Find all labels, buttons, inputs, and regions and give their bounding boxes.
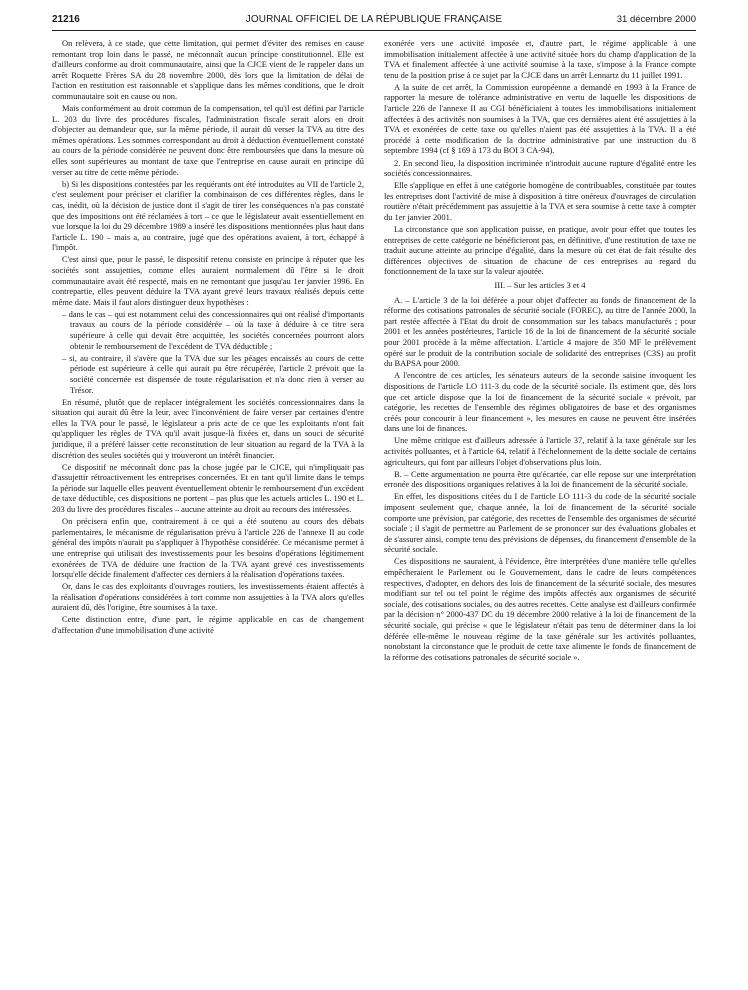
issue-date: 31 décembre 2000 [616,14,696,25]
journal-title: JOURNAL OFFICIEL DE LA RÉPUBLIQUE FRANÇAISE [245,14,503,25]
header-rule [52,30,696,31]
page-number: 21216 [52,14,80,25]
paragraph: C'est ainsi que, pour le passé, le dispositif retenu consiste en principe à réputer que les sociétés sont assujetties, comme elles auraient normalement dû l'être si le droit communautaire avait été respecté, mais en ne remontant que jusqu'au 1er janvier 1996. En contrepartie, elles peuvent déduire la TVA ayant grevé leurs travaux réalisés depuis cette même date. Mais il faut alors distinguer deux hypothèses : [52,254,364,307]
paragraph: A la suite de cet arrêt, la Commission européenne a demandé en 1993 à la France de rapporter la mesure de tolérance administrative en vertu de laquelle les dispositions de l'article 226 de l'annexe II au CGI bénéficiaient à toutes les immobilisations initialement affectées à des activités non soumises à la TVA, que ces dernières aient été assujetties à la TVA et exonérées de cette taxe ou qu'elles n'aient pas été assujetties à la TVA. Il a été procédé à cette modification de la doctrine administrative par une instruction du 8 septembre 1994 (cf § 169 à 173 du BOI 3 CA-94). [384,81,696,156]
paragraph: En effet, les dispositions citées du I de l'article LO 111-3 du code de la sécurité sociale imposent seulement que, chaque année, la loi de financement de la sécurité sociale comporte une prévision, par catégorie, des recettes de l'ensemble des organismes de sécurité sociale ; il s'agit de permettre au Parlement de se prononcer sur des évaluations globales et de s'assurer ainsi, compte tenu des prévisions de dépenses, du financement d'ensemble de la sécurité sociale. [384,491,696,555]
paragraph: Une même critique est d'ailleurs adressée à l'article 37, relatif à la taxe générale sur les activités polluantes, et à l'article 64, relatif à l'échelonnement de la dette sociale de certains agriculteurs, qui font par ailleurs l'objet d'observations plus loin. [384,435,696,467]
paragraph: exonérée vers une activité imposée et, d'autre part, le régime applicable à une immobilisation initialement affectée à une activité située hors du champ d'application de la TVA et finalement affectée à une activité soumise à la taxe, s'impose à la France compte tenu de la position prise à ce sujet par la CJCE dans un arrêt Lennartz du 11 juillet 1991. [384,38,696,80]
paragraph: b) Si les dispositions contestées par les requérants ont été introduites au VII de l'article 2, c'est seulement pour préciser et clarifier la combinaison de ces différentes règles, dans le cas, inédit, où la décision de justice dont il s'agit de tirer les conséquences n'a pas constaté que des impositions ont été réclamées à tort – ce que le législateur avait essentiellement en vue lorsque la loi du 29 décembre 1989 a inséré les dispositions mentionnées plus haut dans l'article L. 190 – mais a, au contraire, jugé que des opérations avaient, à tort, échappé à l'impôt. [52,178,364,253]
paragraph: Mais conformément au droit commun de la compensation, tel qu'il est défini par l'article L. 203 du livre des procédures fiscales, l'administration fiscale serait alors en droit d'objecter au demandeur que, sur la même période, il aurait dû verser la TVA au titre des mêmes opérations. Les sommes correspondant au droit à déduction éventuellement constaté au cours de la période considérée ne peuvent donc être remboursées que dans la mesure où elles sont supérieures au montant de taxe que l'entreprise en cause aurait en principe dû verser au titre de cette même période. [52,103,364,177]
paragraph: A. – L'article 3 de la loi déférée a pour objet d'affecter au fonds de financement de la réforme des cotisations patronales de sécurité sociale (FOREC), au titre de l'année 2000, la part restée affectée à l'Etat du droit de consommation sur les tabacs manufacturés ; pour 2001 et les années postérieures, l'article 16 de la loi de financement de la sécurité sociale pour 2001 procède à la même affectation. L'article 4 majore de 350 MF le prélèvement opéré sur le produit de la contribution sociale de solidarité des entreprises (C3S) au profit du BAPSA pour 2000. [384,294,696,369]
paragraph: On relèvera, à ce stade, que cette limitation, qui permet d'éviter des remises en cause remontant trop loin dans le passé, ne méconnaît aucun principe constitutionnel. Elle est d'ailleurs conforme au droit communautaire, ainsi que la CJCE vient de le rappeler dans un arrêt Roquette Frères SA du 28 novembre 2000, dès lors que la limitation de délai de l'action en restitution est raisonnable et s'applique dans les mêmes conditions, que le droit communautaire soit en cause ou non. [52,38,364,101]
right-column [384,38,696,664]
paragraph: 2. En second lieu, la disposition incriminée n'introduit aucune rupture d'égalité entre les sociétés concessionnaires. [384,157,696,179]
paragraph: B. – Cette argumentation ne pourra être qu'écartée, car elle repose sur une interprétation erronée des dispositions organiques relatives à la loi de financement de la sécurité sociale. [384,468,696,490]
left-column [52,38,364,637]
paragraph: Ces dispositions ne sauraient, à l'évidence, être interprétées d'une manière telle qu'elles empêcheraient le Parlement ou le Gouvernement, dans le cadre de leurs compétences respectives, d'adopter, en dehors des lois de financement de la sécurité sociale, des mesures modifiant sur tel ou tel point le régime des impôts affectés aux organismes de sécurité sociale, des cotisations sociales, ou des autres recettes. Cette analyse est d'ailleurs confirmée par la décision n° 2000-437 DC du 19 décembre 2000 relative à la loi de financement de la sécurité sociale, qui précise « que le législateur n'était pas tenu de déterminer dans la loi déférée elle-même le nouveau régime de la taxe générale sur les activités polluantes, nonobstant la circonstance que le produit de cette taxe alimente le fonds de financement de la réforme des cotisations patronales de sécurité sociale ». [384,556,696,662]
paragraph: Cette distinction entre, d'une part, le régime applicable en cas de changement d'affectation d'une immobilisation d'une activité [52,614,364,636]
paragraph: A l'encontre de ces articles, les sénateurs auteurs de la seconde saisine invoquent les dispositions de l'article LO 111-3 du code de la sécurité sociale. Ils estiment que, dès lors que cet article dispose que la loi de financement de la sécurité sociale « prévoit, par catégorie, les recettes de l'ensemble des régimes obligatoires de base et des organismes créés pour concourir à leur financement », les mesures en cause ne peuvent être insérées dans une loi de finances. [384,370,696,434]
paragraph: Or, dans le cas des exploitants d'ouvrages routiers, les investissements étaient affectés à la réalisation d'opérations considérées à tort comme non assujetties à la TVA alors qu'elles auraient dû, dès l'origine, être soumises à la taxe. [52,581,364,613]
paragraph: Elle s'applique en effet à une catégorie homogène de contribuables, constituée par toutes les entreprises dont l'activité de mise à disposition à titre onéreux d'ouvrages de circulation routière n'était précédemment pas assujettie à la TVA et sera soumise à cette taxe à compter du 1er janvier 2001. [384,180,696,222]
dash-item: – si, au contraire, il s'avère que la TVA due sur les péages encaissés au cours de cette période est supérieure à celle qui aurait pu être récupérée, l'article 2 prévoit que la société concernée est dispensée de toute régularisation et n'a donc rien à verser au Trésor. [62,352,364,395]
paragraph: La circonstance que son application puisse, en pratique, avoir pour effet que toutes les entreprises de cette catégorie ne bénéficieront pas, en définitive, d'une restitution de taxe ne traduit aucune atteinte au principe d'égalité, dans la mesure où cet état de fait résulte des différences objectives de situation de chacune de ces entreprises au regard du fonctionnement de la taxe sur la valeur ajoutée. [384,224,696,277]
paragraph: Ce dispositif ne méconnaît donc pas la chose jugée par le CJCE, qui n'impliquait pas d'assujettir rétroactivement les entreprises concernées. Et en tant qu'il limite dans le temps la période sur laquelle elles peuvent éventuellement obtenir le remboursement d'un excédent de taxe déductible, ces dispositions ne portent – pas plus que les actuels articles L. 190 et L. 203 du livre des procédures fiscales – aucune atteinte au droit au recours des intéressées. [52,461,364,515]
dash-item: – dans le cas – qui est notamment celui des concessionnaires qui ont réalisé d'importants travaux au cours de la période considérée – où la taxe à déduire à ce titre sera supérieure à celle qui devait être acquittée, les sociétés concernées pourront alors obtenir le remboursement de l'excédent de TVA déductible ; [62,308,364,351]
paragraph: On précisera enfin que, contrairement à ce qui a été soutenu au cours des débats parlementaires, le mécanisme de régularisation prévu à l'article 226 de l'annexe II au code général des impôts n'aurait pu s'appliquer à l'hypothèse considérée. Ce mécanisme permet à une entreprise qui utilisait des investissements pour les besoins d'opérations légitimement exonérées de TVA de déduire une fraction de la TVA ayant grevé ces investissements lorsqu'elle décide finalement d'affecter ces derniers à la réalisation d'opérations taxées. [52,516,364,580]
paragraph: En résumé, plutôt que de replacer intégralement les sociétés concessionnaires dans la situation qui aurait dû être la leur, avec l'inconvénient de faire verser par certaines d'entre elles la TVA pour le passé, le législateur a pris acte de ce que les exploitants n'ont fait qu'appliquer les règles de TVA qu'il avait jusque-là fixées et, dans un souci de sécurité juridique, il a préféré laisser cette reconstitution de leur situation au regard de la TVA à la discrétion des seules sociétés qui y trouveront un intérêt financier. [52,396,364,460]
section-heading: III. – Sur les articles 3 et 4 [494,280,586,291]
